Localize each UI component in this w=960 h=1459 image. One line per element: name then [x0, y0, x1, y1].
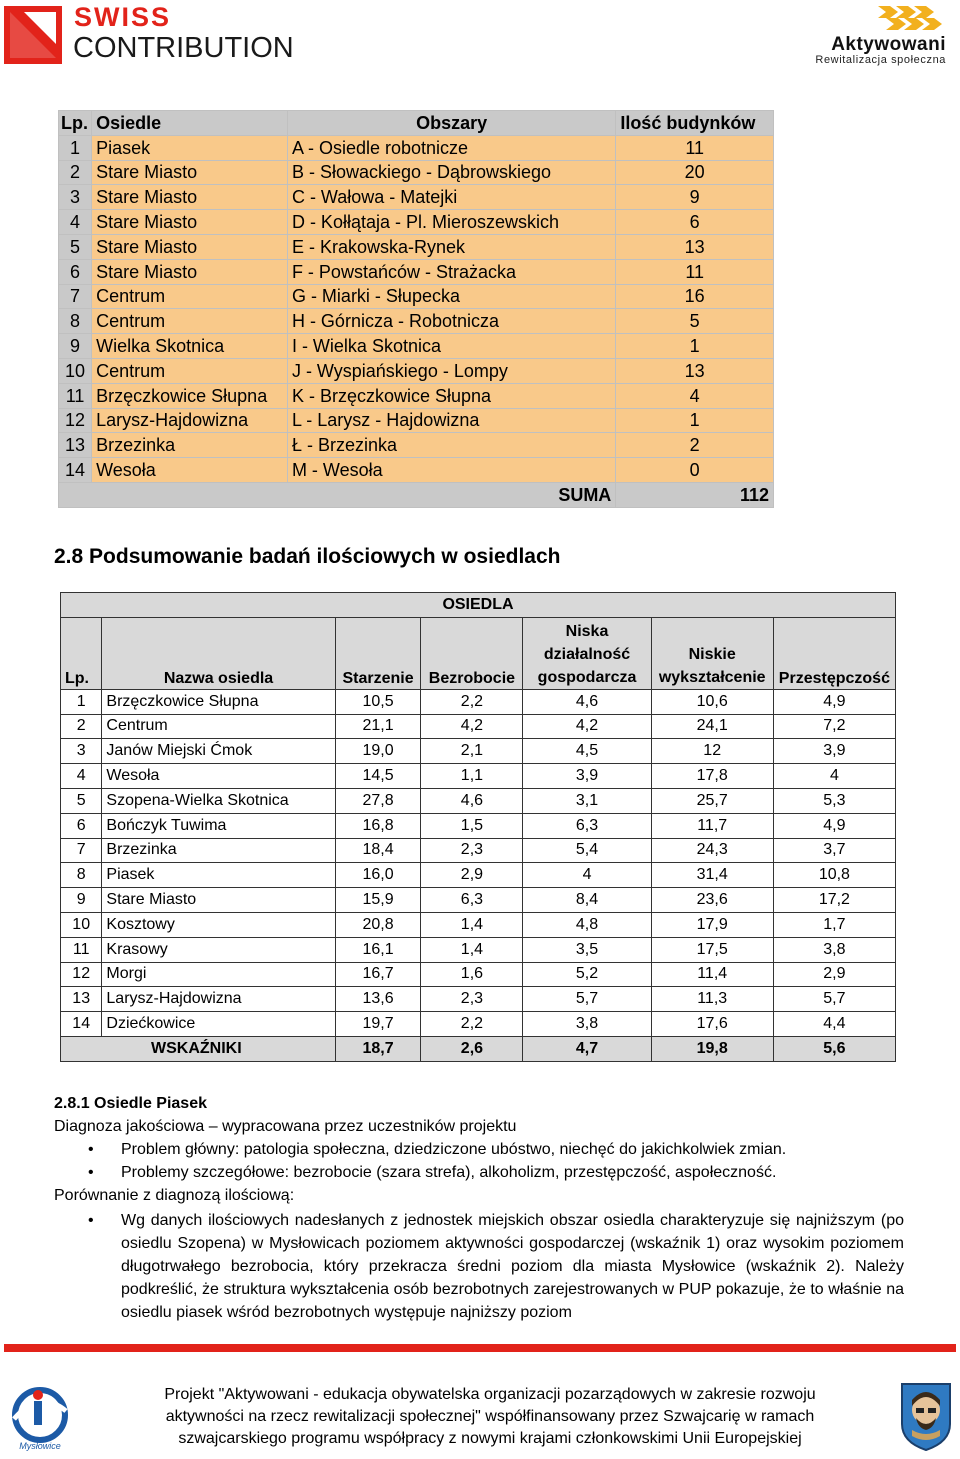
table-row	[59, 433, 774, 458]
cell-name: Centrum	[102, 714, 335, 739]
list-item-text: Problem główny: patologia społeczna, dziedziczone ubóstwo, niechęć do jakichkolwiek zmian.	[121, 1141, 787, 1158]
cell-niskie-wyksztalcenie: 10,6	[651, 689, 773, 714]
cell-niskie-wyksztalcenie: 23,6	[651, 888, 773, 913]
header-ilosc: Ilość budynków	[616, 111, 774, 136]
cell-lp: 13	[59, 433, 92, 458]
cell-lp: 6	[59, 259, 92, 284]
buildings-table-header	[59, 111, 774, 136]
cell-niska-dzialalnosc: 4,8	[523, 912, 651, 937]
header-lp2: Lp.	[61, 617, 102, 689]
header-obszary: Obszary	[287, 111, 615, 136]
cell-obszar: F - Powstańców - Strażacka	[287, 259, 615, 284]
city-crest-icon	[898, 1380, 954, 1452]
table-row	[61, 863, 896, 888]
cell-niskie-wyksztalcenie: 24,1	[651, 714, 773, 739]
indicators-header-row	[61, 617, 896, 689]
cell-obszar: B - Słowackiego - Dąbrowskiego	[287, 160, 615, 185]
cell-ilosc: 13	[616, 234, 774, 259]
buildings-table-body	[59, 135, 774, 507]
contribution-word: CONTRIBUTION	[73, 32, 294, 64]
cell-niskie-wyksztalcenie: 17,5	[651, 937, 773, 962]
section-title: 2.8 Podsumowanie badań ilościowych w osiedlach	[54, 545, 561, 568]
quantitative-comparison-line: Porównanie z diagnozą ilościową:	[54, 1187, 295, 1204]
piasek-section	[54, 1092, 904, 1324]
cell-niskie-wyksztalcenie: 12	[651, 739, 773, 764]
table-row	[61, 764, 896, 789]
cell-starzenie: 18,4	[335, 838, 421, 863]
summary-niskie: 19,8	[651, 1036, 773, 1061]
list-item	[54, 1209, 904, 1324]
aktywowani-title: Aktywowani	[831, 34, 946, 55]
cell-obszar: J - Wyspiańskiego - Lompy	[287, 358, 615, 383]
cell-niska-dzialalnosc: 5,7	[523, 987, 651, 1012]
cell-lp: 6	[61, 813, 102, 838]
summary-bezrobocie: 2,6	[421, 1036, 523, 1061]
table-row	[59, 284, 774, 309]
cell-ilosc: 1	[616, 408, 774, 433]
cell-bezrobocie: 1,1	[421, 764, 523, 789]
cell-osiedle: Centrum	[92, 358, 288, 383]
cell-name: Kosztowy	[102, 912, 335, 937]
cell-obszar: H - Górnicza - Robotnicza	[287, 309, 615, 334]
cell-name: Dziećkowice	[102, 1012, 335, 1037]
cell-lp: 9	[59, 334, 92, 359]
cell-ilosc: 20	[616, 160, 774, 185]
cell-obszar: L - Larysz - Hajdowizna	[287, 408, 615, 433]
qualitative-list	[54, 1138, 904, 1184]
cell-lp: 4	[59, 210, 92, 235]
cell-obszar: G - Miarki - Słupecka	[287, 284, 615, 309]
footer-divider	[4, 1344, 956, 1352]
cell-obszar: Ł - Brzezinka	[287, 433, 615, 458]
cell-lp: 3	[61, 739, 102, 764]
cell-name: Brzęczkowice Słupna	[102, 689, 335, 714]
cell-name: Brzezinka	[102, 838, 335, 863]
cell-bezrobocie: 2,9	[421, 863, 523, 888]
cell-ilosc: 4	[616, 383, 774, 408]
cell-niska-dzialalnosc: 3,5	[523, 937, 651, 962]
cell-bezrobocie: 2,3	[421, 838, 523, 863]
cell-przestepczosc: 5,7	[773, 987, 895, 1012]
quantitative-list	[54, 1209, 904, 1324]
table-row	[59, 135, 774, 160]
indicators-group-row	[61, 593, 896, 618]
header-bezrobocie: Bezrobocie	[421, 617, 523, 689]
cell-przestepczosc: 4,9	[773, 689, 895, 714]
cell-niskie-wyksztalcenie: 11,4	[651, 962, 773, 987]
cell-starzenie: 21,1	[335, 714, 421, 739]
indicators-table	[60, 592, 896, 1062]
cell-niskie-wyksztalcenie: 11,3	[651, 987, 773, 1012]
list-item	[54, 1138, 904, 1161]
cell-niska-dzialalnosc: 3,8	[523, 1012, 651, 1037]
table-row	[61, 689, 896, 714]
cell-niska-dzialalnosc: 5,2	[523, 962, 651, 987]
cell-obszar: E - Krakowska-Rynek	[287, 234, 615, 259]
cell-lp: 14	[59, 458, 92, 483]
cell-bezrobocie: 2,3	[421, 987, 523, 1012]
table-row	[59, 210, 774, 235]
table-row	[59, 259, 774, 284]
cell-niskie-wyksztalcenie: 17,9	[651, 912, 773, 937]
footer-line-3: szwajcarskiego programu współpracy z nowymi krajami członkowskimi Unii Europejskiej	[178, 1430, 802, 1447]
cell-przestepczosc: 4	[773, 764, 895, 789]
cell-lp: 1	[59, 135, 92, 160]
table-row	[61, 987, 896, 1012]
cell-obszar: M - Wesoła	[287, 458, 615, 483]
cell-lp: 2	[59, 160, 92, 185]
cell-ilosc: 16	[616, 284, 774, 309]
cell-lp: 7	[59, 284, 92, 309]
cell-starzenie: 16,1	[335, 937, 421, 962]
cell-przestepczosc: 3,7	[773, 838, 895, 863]
cell-bezrobocie: 1,5	[421, 813, 523, 838]
cell-bezrobocie: 2,2	[421, 1012, 523, 1037]
cell-lp: 8	[61, 863, 102, 888]
cell-osiedle: Brzęczkowice Słupna	[92, 383, 288, 408]
cell-osiedle: Wesoła	[92, 458, 288, 483]
list-item-text: Problemy szczegółowe: bezrobocie (szara strefa), alkoholizm, przestępczość, aspołeczność.	[121, 1164, 777, 1181]
table-row	[61, 962, 896, 987]
cell-niska-dzialalnosc: 5,4	[523, 838, 651, 863]
cell-lp: 3	[59, 185, 92, 210]
cell-niska-dzialalnosc: 4,5	[523, 739, 651, 764]
summary-label: WSKAŹNIKI	[61, 1036, 336, 1061]
cell-niska-dzialalnosc: 4,6	[523, 689, 651, 714]
cell-lp: 11	[61, 937, 102, 962]
cell-starzenie: 16,7	[335, 962, 421, 987]
cell-lp: 1	[61, 689, 102, 714]
cell-starzenie: 27,8	[335, 788, 421, 813]
cell-osiedle: Brzezinka	[92, 433, 288, 458]
cell-ilosc: 0	[616, 458, 774, 483]
myslowice-logo	[4, 1385, 76, 1453]
cell-osiedle: Stare Miasto	[92, 185, 288, 210]
swiss-word: SWISS	[74, 2, 172, 32]
cell-lp: 13	[61, 987, 102, 1012]
table-row	[61, 1012, 896, 1037]
cell-starzenie: 10,5	[335, 689, 421, 714]
table-row	[61, 788, 896, 813]
cell-osiedle: Stare Miasto	[92, 210, 288, 235]
table-row	[61, 714, 896, 739]
cell-osiedle: Wielka Skotnica	[92, 334, 288, 359]
cell-przestepczosc: 10,8	[773, 863, 895, 888]
indicators-table-body	[61, 689, 896, 1036]
cell-niskie-wyksztalcenie: 25,7	[651, 788, 773, 813]
sum-value: 112	[616, 482, 774, 507]
buildings-table	[58, 110, 774, 508]
cell-lp: 9	[61, 888, 102, 913]
cell-name: Krasowy	[102, 937, 335, 962]
cell-przestepczosc: 7,2	[773, 714, 895, 739]
summary-starzenie: 18,7	[335, 1036, 421, 1061]
header-osiedle: Osiedle	[92, 111, 288, 136]
cell-osiedle: Stare Miasto	[92, 259, 288, 284]
header-niska-line2: działalność	[543, 645, 631, 663]
cell-lp: 4	[61, 764, 102, 789]
sum-label: SUMA	[59, 482, 616, 507]
cell-name: Morgi	[102, 962, 335, 987]
table-row	[61, 838, 896, 863]
cell-bezrobocie: 6,3	[421, 888, 523, 913]
list-item-text: Wg danych ilościowych nadesłanych z jednostek miejskich obszar osiedla charakteryzuje się najniższym (po osiedlu Szopena) w Mysłowicach poziomem aktywności gospodarczej (wskaźnik 1) oraz wysokim poziomem długotrwałego bezrobocia, który przekracza średni poziom dla miasta Mysłowice (wskaźnik 2). Należy podkreślić, że struktura wykształcenia osób bezrobotnych zarejestrowanych w PUP pokazuje, że to właśnie na osiedlu piasek wśród bezrobotnych występuje najniższy poziom	[121, 1212, 904, 1321]
chevrons-icon	[876, 4, 946, 32]
cell-name: Stare Miasto	[102, 888, 335, 913]
table-row	[59, 458, 774, 483]
cell-osiedle: Centrum	[92, 284, 288, 309]
cell-starzenie: 14,5	[335, 764, 421, 789]
cell-lp: 2	[61, 714, 102, 739]
table-row	[61, 813, 896, 838]
cell-name: Piasek	[102, 863, 335, 888]
header-niska-line3: gospodarcza	[537, 668, 637, 686]
cell-lp: 8	[59, 309, 92, 334]
group-header-osiedla: OSIEDLA	[61, 593, 896, 618]
table-row	[59, 309, 774, 334]
header-starzenie: Starzenie	[335, 617, 421, 689]
summary-przestepczosc: 5,6	[773, 1036, 895, 1061]
cell-niskie-wyksztalcenie: 11,7	[651, 813, 773, 838]
header-niskie-line1: Niskie	[688, 645, 736, 663]
cell-name: Wesoła	[102, 764, 335, 789]
cell-przestepczosc: 3,8	[773, 937, 895, 962]
cell-obszar: C - Wałowa - Matejki	[287, 185, 615, 210]
cell-niskie-wyksztalcenie: 31,4	[651, 863, 773, 888]
cell-lp: 12	[61, 962, 102, 987]
cell-przestepczosc: 4,9	[773, 813, 895, 838]
cell-niskie-wyksztalcenie: 24,3	[651, 838, 773, 863]
summary-niska: 4,7	[523, 1036, 651, 1061]
cell-ilosc: 2	[616, 433, 774, 458]
table-row	[59, 334, 774, 359]
aktywowani-logo	[802, 4, 952, 68]
cell-bezrobocie: 1,4	[421, 912, 523, 937]
cell-starzenie: 19,0	[335, 739, 421, 764]
cell-osiedle: Piasek	[92, 135, 288, 160]
table-row	[61, 937, 896, 962]
cell-starzenie: 16,0	[335, 863, 421, 888]
cell-name: Larysz-Hajdowizna	[102, 987, 335, 1012]
cell-przestepczosc: 1,7	[773, 912, 895, 937]
cell-lp: 5	[61, 788, 102, 813]
cell-osiedle: Centrum	[92, 309, 288, 334]
cell-ilosc: 1	[616, 334, 774, 359]
cell-lp: 12	[59, 408, 92, 433]
bullet-icon: •	[88, 1141, 94, 1158]
table-row	[59, 358, 774, 383]
footer-line-1: Projekt "Aktywowani - edukacja obywatelska organizacji pozarządowych w zakresie rozwoju	[164, 1386, 816, 1403]
cell-lp: 14	[61, 1012, 102, 1037]
cell-lp: 5	[59, 234, 92, 259]
table-row	[59, 234, 774, 259]
cell-lp: 10	[61, 912, 102, 937]
cell-niska-dzialalnosc: 3,1	[523, 788, 651, 813]
cell-obszar: D - Kołłątaja - Pl. Mieroszewskich	[287, 210, 615, 235]
cell-ilosc: 9	[616, 185, 774, 210]
cell-przestepczosc: 3,9	[773, 739, 895, 764]
aktywowani-subtitle: Rewitalizacja społeczna	[815, 54, 946, 66]
cell-bezrobocie: 2,2	[421, 689, 523, 714]
bullet-icon: •	[88, 1164, 94, 1181]
table-row	[59, 383, 774, 408]
table-row	[59, 185, 774, 210]
list-item	[54, 1161, 904, 1184]
table-row	[61, 888, 896, 913]
sum-row	[59, 482, 774, 507]
myslowice-logo-text: Mysłowice	[19, 1441, 61, 1451]
cell-przestepczosc: 4,4	[773, 1012, 895, 1037]
subsection-title: 2.8.1 Osiedle Piasek	[54, 1095, 207, 1112]
cell-ilosc: 13	[616, 358, 774, 383]
table-row	[61, 739, 896, 764]
cell-niska-dzialalnosc: 8,4	[523, 888, 651, 913]
cell-niskie-wyksztalcenie: 17,8	[651, 764, 773, 789]
cell-starzenie: 16,8	[335, 813, 421, 838]
cell-bezrobocie: 2,1	[421, 739, 523, 764]
cell-niska-dzialalnosc: 4,2	[523, 714, 651, 739]
cell-ilosc: 11	[616, 259, 774, 284]
cell-starzenie: 20,8	[335, 912, 421, 937]
cell-lp: 7	[61, 838, 102, 863]
cell-osiedle: Larysz-Hajdowizna	[92, 408, 288, 433]
header-niska-line1: Niska	[565, 622, 609, 640]
cell-name: Bończyk Tuwima	[102, 813, 335, 838]
cell-niska-dzialalnosc: 4	[523, 863, 651, 888]
footer-text	[140, 1384, 840, 1450]
header-przestepczosc: Przestępczość	[773, 617, 895, 689]
cell-ilosc: 5	[616, 309, 774, 334]
cell-osiedle: Stare Miasto	[92, 234, 288, 259]
cell-niska-dzialalnosc: 3,9	[523, 764, 651, 789]
header-niskie-wyksztalcenie	[651, 617, 773, 689]
qualitative-diagnosis-line: Diagnoza jakościowa – wypracowana przez uczestników projektu	[54, 1118, 517, 1135]
cell-starzenie: 13,6	[335, 987, 421, 1012]
cell-bezrobocie: 4,2	[421, 714, 523, 739]
cell-bezrobocie: 1,6	[421, 962, 523, 987]
cell-osiedle: Stare Miasto	[92, 160, 288, 185]
cell-starzenie: 15,9	[335, 888, 421, 913]
header-niskie-line2: wykształcenie	[658, 668, 766, 686]
table-row	[61, 912, 896, 937]
cell-niskie-wyksztalcenie: 17,6	[651, 1012, 773, 1037]
cell-bezrobocie: 4,6	[421, 788, 523, 813]
cell-bezrobocie: 1,4	[421, 937, 523, 962]
cell-lp: 11	[59, 383, 92, 408]
swiss-flag-icon	[4, 6, 62, 64]
cell-przestepczosc: 2,9	[773, 962, 895, 987]
cell-przestepczosc: 17,2	[773, 888, 895, 913]
table-row	[59, 408, 774, 433]
indicators-summary-row	[61, 1036, 896, 1061]
cell-obszar: A - Osiedle robotnicze	[287, 135, 615, 160]
cell-obszar: K - Brzęczkowice Słupna	[287, 383, 615, 408]
cell-ilosc: 11	[616, 135, 774, 160]
swiss-contribution-logo	[4, 4, 294, 68]
cell-niska-dzialalnosc: 6,3	[523, 813, 651, 838]
cell-name: Janów Miejski Ćmok	[102, 739, 335, 764]
cell-lp: 10	[59, 358, 92, 383]
header-lp: Lp.	[59, 111, 92, 136]
cell-name: Szopena-Wielka Skotnica	[102, 788, 335, 813]
cell-przestepczosc: 5,3	[773, 788, 895, 813]
footer-line-2: aktywności na rzecz rewitalizacji społecznej" współfinansowany przez Szwajcarię w ramach	[165, 1408, 815, 1425]
header-name: Nazwa osiedla	[102, 617, 335, 689]
bullet-icon: •	[88, 1212, 94, 1229]
cell-obszar: I - Wielka Skotnica	[287, 334, 615, 359]
cell-starzenie: 19,7	[335, 1012, 421, 1037]
header-niska-dzialalnosc	[523, 617, 651, 689]
cell-ilosc: 6	[616, 210, 774, 235]
table-row	[59, 160, 774, 185]
